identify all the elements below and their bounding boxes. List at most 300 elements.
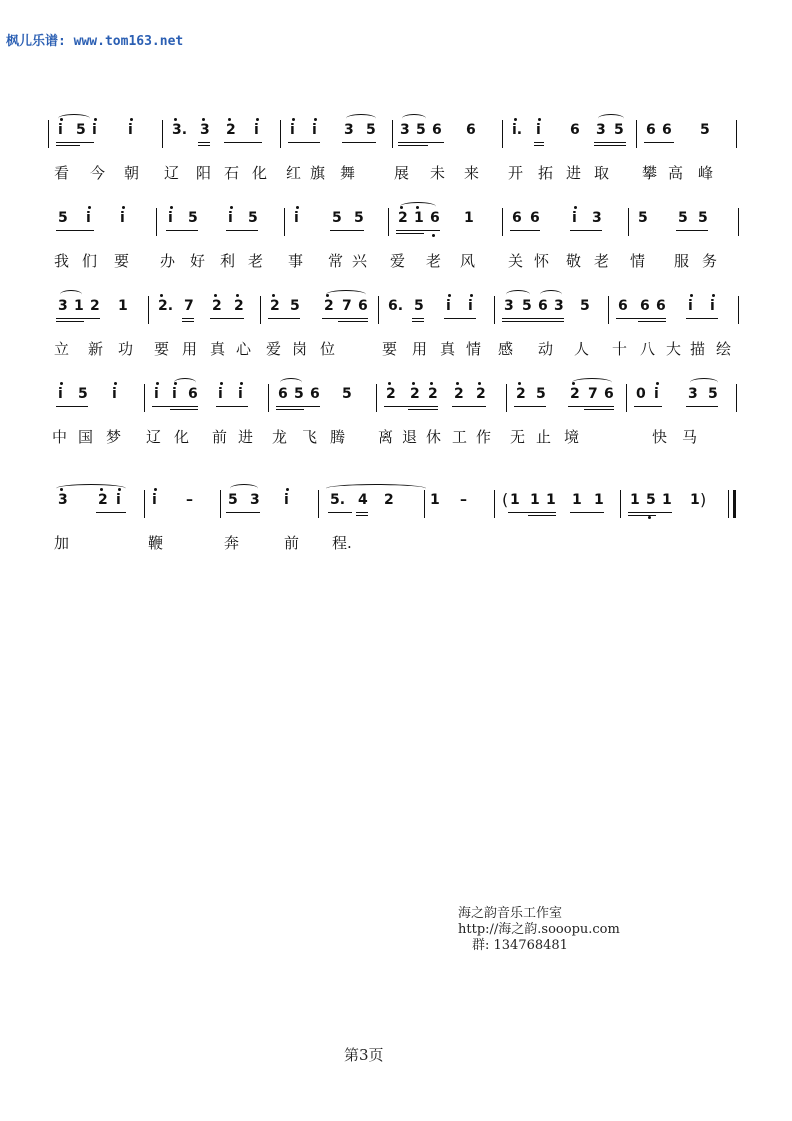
slur: [174, 378, 196, 387]
octave-dot: [432, 234, 435, 237]
barline: [220, 490, 221, 518]
lyric: 舞: [340, 164, 356, 182]
note: 6: [512, 210, 522, 226]
beam-underline: [152, 406, 198, 407]
beam-underline: [444, 318, 476, 319]
beam-underline: [224, 142, 262, 143]
lyric: 我: [54, 252, 70, 270]
barline: [48, 120, 49, 148]
note: i: [128, 122, 133, 138]
note: 5.: [330, 492, 346, 508]
octave-dot: [448, 294, 451, 297]
note: 3: [58, 492, 68, 508]
score-system-1: [48, 112, 742, 196]
lyric: 无: [510, 428, 526, 446]
note: 5: [228, 492, 238, 508]
barline: [626, 384, 627, 412]
lyric: 红: [286, 164, 302, 182]
note: 1: [464, 210, 474, 226]
notation-row: [48, 200, 742, 244]
note: 5: [678, 210, 688, 226]
note: i: [294, 210, 299, 226]
beam-underline: [398, 142, 444, 143]
lyric: 务: [702, 252, 718, 270]
lyric: 阳: [196, 164, 212, 182]
slur: [402, 114, 426, 123]
note: 5: [416, 122, 426, 138]
lyric: 休: [426, 428, 442, 446]
note: 5: [708, 386, 718, 402]
lyric: 怀: [534, 252, 550, 270]
lyric: 用: [182, 340, 198, 358]
octave-dot: [122, 206, 125, 209]
lyric: 进: [238, 428, 254, 446]
beam-underline: [56, 145, 80, 146]
beam-underline: [570, 512, 604, 513]
octave-dot: [130, 118, 133, 121]
page-number: 第3页: [344, 1046, 384, 1064]
note: 1: [594, 492, 604, 508]
note: i: [86, 210, 91, 226]
note: 5: [188, 210, 198, 226]
octave-dot: [412, 382, 415, 385]
octave-dot: [648, 516, 651, 519]
lyric: 情: [466, 340, 482, 358]
note: i: [654, 386, 659, 402]
beam-underline: [594, 142, 626, 143]
slur: [598, 114, 624, 123]
beam-underline: [342, 142, 376, 143]
lyric: 老: [594, 252, 610, 270]
barline: [388, 208, 389, 236]
lyric: 办: [160, 252, 176, 270]
parenthesis: (: [502, 490, 509, 509]
lyric: 立: [54, 340, 70, 358]
barline: [494, 490, 495, 518]
notation-row: [48, 112, 742, 156]
barline: [144, 384, 145, 412]
beam-underline: [330, 230, 364, 231]
beam-underline: [508, 512, 556, 513]
note: i: [710, 298, 715, 314]
note: 1: [530, 492, 540, 508]
beam-underline: [628, 515, 656, 516]
lyric: 要: [382, 340, 398, 358]
octave-dot: [314, 118, 317, 121]
note: i: [688, 298, 693, 314]
slur: [230, 484, 258, 493]
lyric: 老: [248, 252, 264, 270]
lyric: 石: [224, 164, 240, 182]
octave-dot: [220, 382, 223, 385]
note: 5: [700, 122, 710, 138]
note: 3: [250, 492, 260, 508]
lyric: 腾: [330, 428, 346, 446]
note: 1: [630, 492, 640, 508]
barline: [608, 296, 609, 324]
note: 1: [118, 298, 128, 314]
beam-underline: [328, 512, 352, 513]
lyric: 风: [460, 252, 476, 270]
octave-dot: [230, 206, 233, 209]
note: 5: [294, 386, 304, 402]
slur: [506, 290, 530, 299]
note: i: [152, 492, 157, 508]
note: 5: [76, 122, 86, 138]
octave-dot: [214, 294, 217, 297]
beam-underline: [356, 515, 368, 516]
lyric: 化: [252, 164, 268, 182]
lyric: 鞭: [148, 534, 164, 552]
beam-underline: [210, 318, 244, 319]
note: 3: [688, 386, 698, 402]
score-system-2: [48, 200, 742, 284]
lyric: 退: [402, 428, 418, 446]
beam-underline: [166, 230, 198, 231]
barline: [738, 208, 739, 236]
note: 1: [690, 492, 700, 508]
beam-underline: [534, 145, 544, 146]
note: 5: [58, 210, 68, 226]
lyrics-row: [48, 332, 742, 372]
octave-dot: [174, 118, 177, 121]
lyrics-row: [48, 526, 742, 566]
notation-row: [48, 288, 742, 332]
beam-underline: [568, 406, 614, 407]
note: 5: [366, 122, 376, 138]
beam-underline: [288, 142, 320, 143]
note: 6: [432, 122, 442, 138]
beam-underline: [226, 230, 258, 231]
barline: [378, 296, 379, 324]
slur: [690, 378, 718, 387]
barline: [728, 490, 729, 518]
octave-dot: [202, 118, 205, 121]
note: 2: [570, 386, 580, 402]
barline: [494, 296, 495, 324]
barline: [736, 384, 737, 412]
beam-underline: [584, 409, 614, 410]
site-header: 枫儿乐谱: www.tom163.net: [6, 34, 184, 49]
octave-dot: [272, 294, 275, 297]
note: 2: [410, 386, 420, 402]
lyric: 旗: [310, 164, 326, 182]
note: i: [218, 386, 223, 402]
note: 6: [640, 298, 650, 314]
beam-underline: [56, 142, 94, 143]
octave-dot: [470, 294, 473, 297]
note: i: [468, 298, 473, 314]
lyric: 老: [426, 252, 442, 270]
lyric: 展: [394, 164, 410, 182]
note: 5: [646, 492, 656, 508]
score-system-4: [48, 376, 742, 460]
octave-dot: [292, 118, 295, 121]
note: 6: [618, 298, 628, 314]
note: 4: [358, 492, 368, 508]
barline: [376, 384, 377, 412]
lyric: 用: [412, 340, 428, 358]
note: i: [112, 386, 117, 402]
note: i: [572, 210, 577, 226]
note: 1: [572, 492, 582, 508]
note: 3: [596, 122, 606, 138]
lyric: 心: [236, 340, 252, 358]
barline: [628, 208, 629, 236]
octave-dot: [228, 118, 231, 121]
octave-dot: [154, 488, 157, 491]
octave-dot: [690, 294, 693, 297]
parenthesis: ): [700, 490, 707, 509]
octave-dot: [430, 382, 433, 385]
barline: [636, 120, 637, 148]
note: i: [116, 492, 121, 508]
note: 5: [614, 122, 624, 138]
lyric: 爱: [390, 252, 406, 270]
note: 3: [58, 298, 68, 314]
octave-dot: [478, 382, 481, 385]
lyric: 今: [90, 164, 106, 182]
score-system-5: [48, 482, 742, 566]
note: 1: [662, 492, 672, 508]
lyric: 爱: [266, 340, 282, 358]
lyric: 进: [566, 164, 582, 182]
beam-underline: [408, 409, 438, 410]
lyric: 感: [498, 340, 514, 358]
note: 5: [78, 386, 88, 402]
lyric: 取: [594, 164, 610, 182]
score-system-3: [48, 288, 742, 372]
beam-underline: [276, 406, 320, 407]
note: 2: [270, 298, 280, 314]
lyric: 人: [574, 340, 590, 358]
note: 6: [656, 298, 666, 314]
note: 6: [188, 386, 198, 402]
lyric: 常: [328, 252, 344, 270]
lyric: 辽: [164, 164, 180, 182]
lyric: 工: [452, 428, 468, 446]
beam-underline: [356, 512, 368, 513]
beam-underline: [594, 145, 626, 146]
note: 6: [278, 386, 288, 402]
lyric: 境: [564, 428, 580, 446]
beam-underline: [634, 406, 662, 407]
note: i: [446, 298, 451, 314]
beam-underline: [676, 230, 708, 231]
studio-credit: [458, 906, 620, 954]
beam-underline: [644, 142, 674, 143]
lyric: 未: [430, 164, 446, 182]
note: 1: [430, 492, 440, 508]
note: i: [58, 122, 63, 138]
note: 2: [386, 386, 396, 402]
octave-dot: [256, 118, 259, 121]
lyric: 辽: [146, 428, 162, 446]
lyric: 化: [174, 428, 190, 446]
slur: [280, 378, 302, 387]
note: 7: [342, 298, 352, 314]
lyrics-row: [48, 420, 742, 460]
lyric: 真: [210, 340, 226, 358]
note: 5: [332, 210, 342, 226]
beam-underline: [56, 230, 94, 231]
note: 2: [398, 210, 408, 226]
barline: [506, 384, 507, 412]
octave-dot: [60, 382, 63, 385]
octave-dot: [156, 382, 159, 385]
lyric: 新: [88, 340, 104, 358]
note: 7: [588, 386, 598, 402]
note: 6: [430, 210, 440, 226]
lyric: 前: [212, 428, 228, 446]
octave-dot: [100, 488, 103, 491]
octave-dot: [574, 206, 577, 209]
beam-underline: [384, 406, 438, 407]
slur: [572, 378, 612, 387]
note: i: [92, 122, 97, 138]
beam-underline: [170, 409, 198, 410]
lyric: 真: [440, 340, 456, 358]
lyric: 们: [82, 252, 98, 270]
note: 6: [530, 210, 540, 226]
beam-underline: [514, 406, 546, 407]
lyric: 加: [54, 534, 70, 552]
lyric: 动: [538, 340, 554, 358]
barline: [260, 296, 261, 324]
note: 3: [344, 122, 354, 138]
note: 6: [358, 298, 368, 314]
lyric: 岗: [292, 340, 308, 358]
note: 1: [74, 298, 84, 314]
note: 5: [342, 386, 352, 402]
note: 5: [354, 210, 364, 226]
note: 2: [516, 386, 526, 402]
note: 1: [414, 210, 424, 226]
barline: [736, 120, 737, 148]
note: 2: [90, 298, 100, 314]
lyric: 服: [674, 252, 690, 270]
note: 6: [604, 386, 614, 402]
note: i: [536, 122, 541, 138]
lyric: 开: [508, 164, 524, 182]
lyric: 来: [464, 164, 480, 182]
slur: [540, 290, 562, 299]
note: –: [460, 492, 467, 508]
barline: [733, 490, 736, 518]
octave-dot: [712, 294, 715, 297]
note: 6: [662, 122, 672, 138]
lyric: 要: [154, 340, 170, 358]
note: 1: [546, 492, 556, 508]
beam-underline: [638, 321, 666, 322]
note: i: [312, 122, 317, 138]
note: 6.: [388, 298, 404, 314]
note: 6: [310, 386, 320, 402]
beam-underline: [276, 409, 304, 410]
lyric: 拓: [538, 164, 554, 182]
note: 2: [454, 386, 464, 402]
lyric: 利: [220, 252, 236, 270]
lyric: 描: [690, 340, 706, 358]
barline: [620, 490, 621, 518]
beam-underline: [502, 321, 564, 322]
octave-dot: [518, 382, 521, 385]
octave-dot: [296, 206, 299, 209]
beam-underline: [268, 318, 300, 319]
note: 5: [248, 210, 258, 226]
lyric: 要: [114, 252, 130, 270]
beam-underline: [198, 142, 210, 143]
beam-underline: [56, 321, 84, 322]
note: 6: [570, 122, 580, 138]
note: 5: [414, 298, 424, 314]
octave-dot: [114, 382, 117, 385]
note: i: [168, 210, 173, 226]
note: 5: [580, 298, 590, 314]
octave-dot: [170, 206, 173, 209]
lyric: 事: [288, 252, 304, 270]
note: 5: [536, 386, 546, 402]
studio-group: 群: 134768481: [472, 938, 568, 953]
note: 5: [522, 298, 532, 314]
notation-row: [48, 482, 742, 526]
lyric: 高: [668, 164, 684, 182]
note: 6: [466, 122, 476, 138]
beam-underline: [56, 318, 100, 319]
lyric: 国: [78, 428, 94, 446]
octave-dot: [94, 118, 97, 121]
beam-underline: [412, 318, 424, 319]
lyric: 敬: [566, 252, 582, 270]
note: i: [238, 386, 243, 402]
octave-dot: [388, 382, 391, 385]
note: i: [58, 386, 63, 402]
lyric: 兴: [352, 252, 368, 270]
beam-underline: [412, 321, 424, 322]
beam-underline: [686, 318, 718, 319]
slur: [58, 114, 90, 123]
note: i.: [512, 122, 523, 138]
lyric: 情: [630, 252, 646, 270]
note: 3: [200, 122, 210, 138]
beam-underline: [396, 233, 424, 234]
lyric: 峰: [698, 164, 714, 182]
barline: [318, 490, 319, 518]
lyric: 梦: [106, 428, 122, 446]
studio-url[interactable]: http://海之韵.sooopu.com: [458, 922, 620, 937]
note: 2: [324, 298, 334, 314]
note: 0: [636, 386, 646, 402]
beam-underline: [338, 321, 368, 322]
barline: [424, 490, 425, 518]
lyric: 功: [118, 340, 134, 358]
barline: [144, 490, 145, 518]
note: 2: [234, 298, 244, 314]
note: i: [172, 386, 177, 402]
beam-underline: [96, 512, 126, 513]
note: i: [228, 210, 233, 226]
note: 3: [592, 210, 602, 226]
barline: [738, 296, 739, 324]
beam-underline: [226, 512, 260, 513]
note: 3: [400, 122, 410, 138]
octave-dot: [118, 488, 121, 491]
lyric: 奔: [224, 534, 240, 552]
lyric: 程.: [332, 534, 352, 552]
barline: [148, 296, 149, 324]
lyric: 快: [652, 428, 668, 446]
lyric: 攀: [642, 164, 658, 182]
